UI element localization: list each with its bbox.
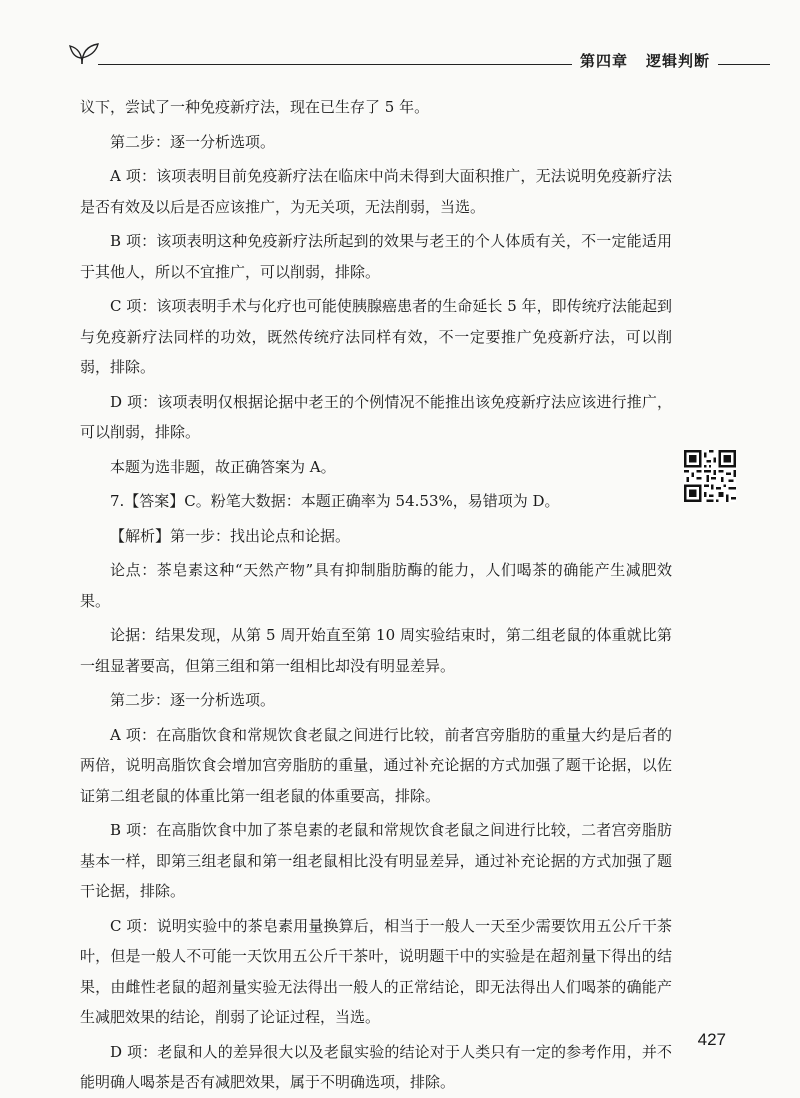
section-label: 逻辑判断 [645, 52, 710, 70]
paragraph: A 项：该项表明目前免疫新疗法在临床中尚未得到大面积推广，无法说明免疫新疗法是否有效及以后是否应该推广，为无关项，无法削弱，当选。 [80, 167, 672, 216]
page-header [60, 38, 770, 74]
paragraph: D 项：老鼠和人的差异很大以及老鼠实验的结论对于人类只有一定的参考作用，并不能明确人喝茶是否有减肥效果，属于不明确选项，排除。 [80, 1042, 672, 1091]
paragraph: D 项：该项表明仅根据论据中老王的个例情况不能推出该免疫新疗法应该进行推广，可以削弱，排除。 [80, 392, 672, 441]
paragraph: 议下，尝试了一种免疫新疗法，现在已生存了 5 年。 [80, 98, 430, 116]
answer-line: 7.【答案】C。粉笔大数据：本题正确率为 54.53%，易错项为 D。 [110, 492, 560, 510]
chapter-label: 第四章 [579, 52, 628, 70]
paragraph: B 项：在高脂饮食中加了茶皂素的老鼠和常规饮食老鼠之间进行比较，二者宫旁脂肪基本一样，即第三组老鼠和第一组老鼠相比没有明显差异，通过补充论据的方式加强了题干论据，排除。 [80, 821, 672, 900]
paragraph: 论据：结果发现，从第 5 周开始直至第 10 周实验结束时，第二组老鼠的体重就比第一组显著要高，但第三组和第一组相比却没有明显差异。 [80, 626, 672, 675]
paragraph: 第二步：逐一分析选项。 [110, 132, 276, 151]
paragraph: A 项：在高脂饮食和常规饮食老鼠之间进行比较，前者宫旁脂肪的重量大约是后者的两倍，说明高脂饮食会增加宫旁脂肪的重量，通过补充论据的方式加强了题干论据，以佐证第二组老鼠的体重比第一组老鼠的体重要高，排除。 [80, 725, 672, 805]
qr-code-icon [684, 450, 736, 502]
paragraph: 本题为选非题，故正确答案为 A。 [110, 457, 336, 476]
page-number: 427 [697, 1030, 726, 1049]
paragraph: C 项：说明实验中的茶皂素用量换算后，相当于一般人一天至少需要饮用五公斤干茶叶，但是一般人不可能一天饮用五公斤干茶叶，说明题干中的实验是在超剂量下得出的结果，由雌性老鼠的超剂量实验无法得出一般人的正常结论，即无法得出人们喝茶的确能产生减肥效果的结论，削弱了论证过程，当选。 [80, 916, 672, 1026]
analysis-line: 【解析】第一步：找出论点和论据。 [110, 526, 351, 545]
paragraph: B 项：该项表明这种免疫新疗法所起到的效果与老王的个人体质有关，不一定能适用于其他人，所以不宜推广，可以削弱，排除。 [80, 232, 672, 281]
page-body [80, 92, 672, 1098]
chapter-title [572, 50, 718, 71]
paragraph: C 项：该项表明手术与化疗也可能使胰腺癌患者的生命延长 5 年，即传统疗法能起到与免疫新疗法同样的功效，既然传统疗法同样有效，不一定要推广免疫新疗法，可以削弱，排除。 [80, 297, 672, 376]
sprout-icon [68, 40, 102, 66]
paragraph: 论点：茶皂素这种“天然产物”具有抑制脂肪酶的能力，人们喝茶的确能产生减肥效果。 [80, 561, 672, 610]
paragraph: 第二步：逐一分析选项。 [110, 691, 276, 709]
